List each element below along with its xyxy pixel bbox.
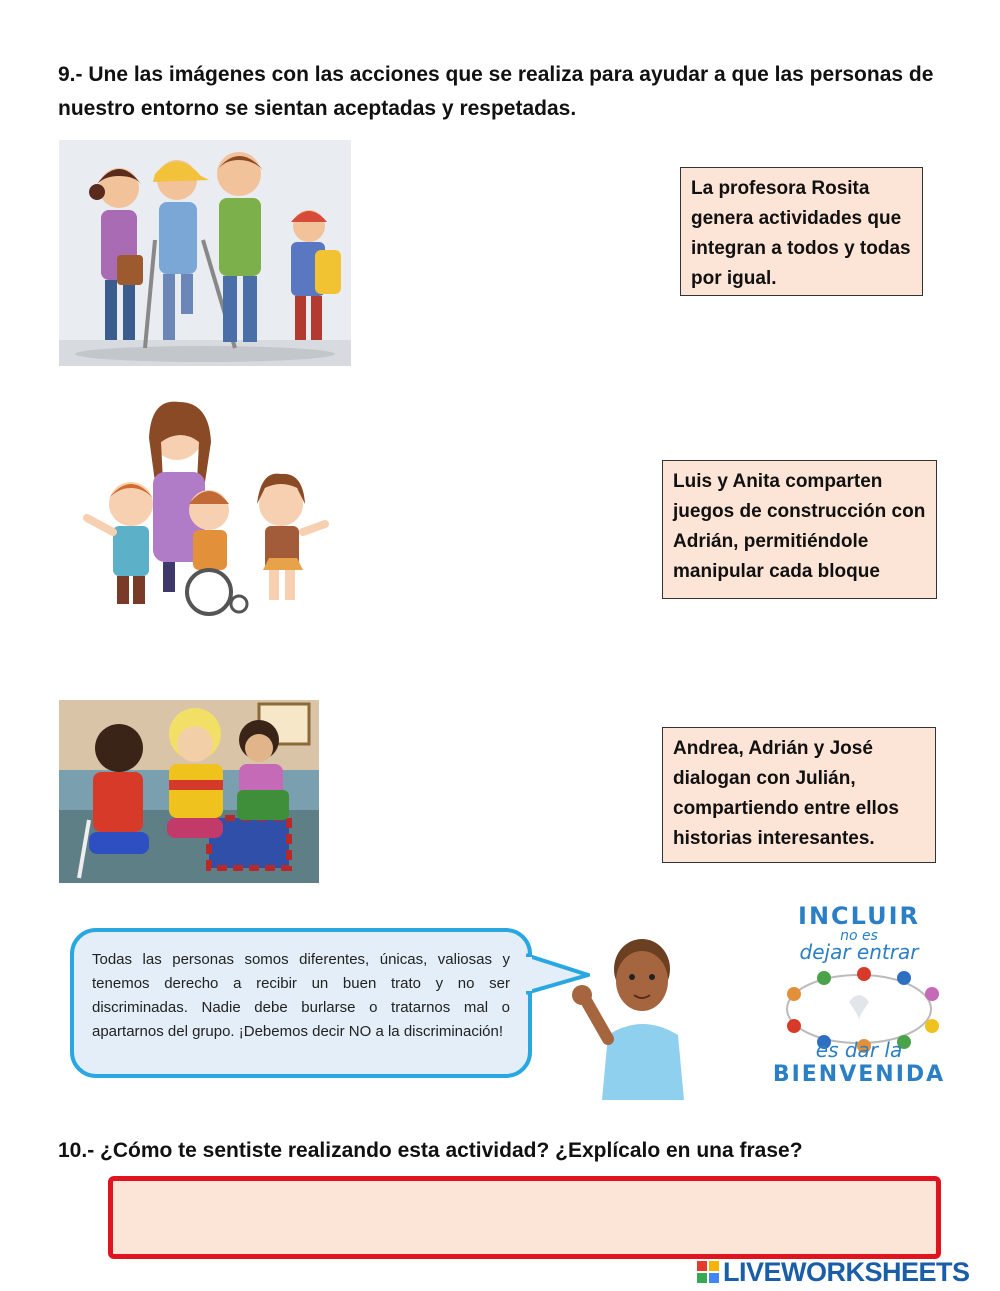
children-playing-blocks-illustration[interactable] [59,700,319,883]
liveworksheets-logo [697,1256,970,1288]
poster-line-1: INCLUIR [798,902,920,930]
logo-mark-icon [697,1261,719,1283]
action-card-2[interactable]: Luis y Anita comparten juegos de construcción con Adrián, permitiéndole manipular cada bloque [662,460,937,599]
group-of-children-illustration[interactable] [59,140,351,366]
poster-line-2: no es [840,928,878,944]
speech-bubble: Todas las personas somos diferentes, únicas, valiosas y tenemos derecho a recibir un buen trato y no ser discriminadas. Nadie debe burlarse o tratarnos mal o apartarnos del grupo. ¡Debemos decir NO a la discriminación! [70,928,532,1078]
answer-field[interactable] [108,1176,941,1259]
logo-text: LIVEWORKSHEETS [723,1256,970,1287]
question-10: 10.- ¿Cómo te sentiste realizando esta actividad? ¿Explícalo en una frase? [58,1139,803,1162]
poster-line-5: BIENVENIDA [772,1062,946,1087]
poster-line-3: dejar entrar [799,940,919,964]
teacher-with-children-illustration[interactable] [59,392,339,632]
action-card-3[interactable]: Andrea, Adrián y José dialogan con Julián, compartiendo entre ellos historias interesantes. [662,727,936,863]
waving-boy-illustration [564,935,694,1100]
action-card-1[interactable]: La profesora Rosita genera actividades que integran a todos y todas por igual. [680,167,923,296]
poster-line-4: es dar la [815,1038,903,1062]
question-9: 9.- Une las imágenes con las acciones que se realiza para ayudar a que las personas de nuestro entorno se sientan aceptadas y respetadas. [58,63,934,120]
inclusion-poster-illustration [748,900,970,1090]
